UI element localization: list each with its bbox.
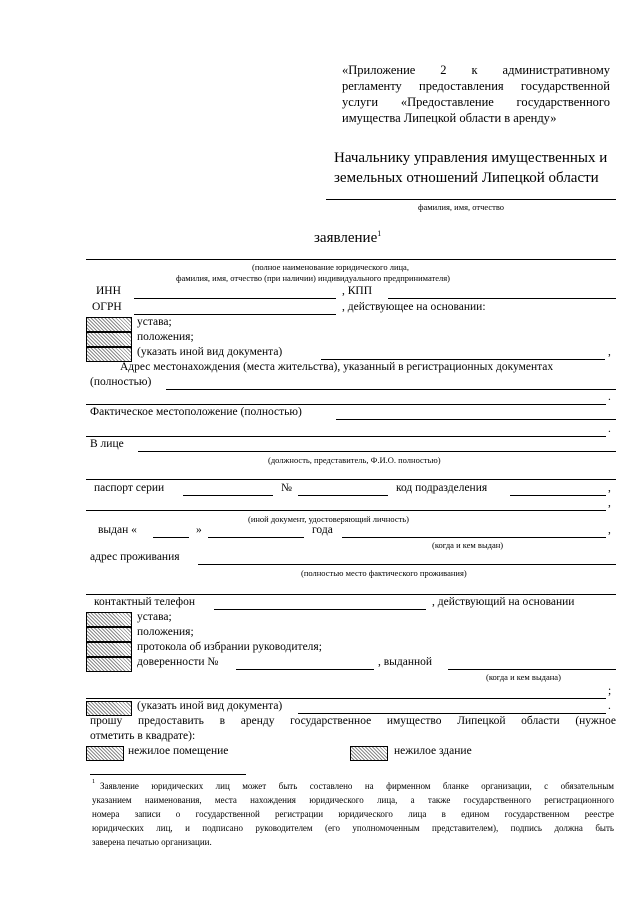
footnote-line-1: Заявление юридических лиц может быть составлено на фирменном бланке организации, с обязательным: [100, 781, 614, 791]
legal-address-label-2: (полностью): [90, 376, 152, 388]
footnote-mark: 1: [92, 778, 96, 785]
kpp-label: , КПП: [342, 285, 373, 297]
org-caption-1: (полное наименование юридического лица,: [252, 262, 409, 272]
power-of-attorney-caption: (когда и кем выдана): [486, 672, 561, 682]
contact-option-regulation: положения;: [137, 626, 194, 638]
request-line-1: прошу предоставить в аренду государственное имущество Липецкой области (нужное: [90, 715, 616, 727]
legal-address-field-2[interactable]: [86, 404, 606, 405]
org-name-line[interactable]: [86, 259, 616, 260]
contact-other-field[interactable]: [298, 713, 606, 714]
checkbox-nonresidential-building[interactable]: [350, 746, 388, 761]
separator-line-2: [86, 594, 616, 595]
addressee-line-1: Начальнику управления имущественных и: [334, 150, 608, 166]
document-title: [314, 229, 381, 247]
checkbox-other-document[interactable]: [86, 347, 132, 362]
in-face-label: В лице: [90, 438, 124, 450]
appendix-line-3: услуги «Предоставление государственного: [342, 95, 610, 109]
footnote-line-4: юридических лиц, и подписано руководителем (его уполномоченным представителем), подпись должна быть: [92, 823, 614, 833]
inn-field[interactable]: [134, 298, 336, 299]
semicolon: ;: [608, 685, 612, 697]
in-face-field[interactable]: [138, 451, 616, 452]
checkbox-regulation[interactable]: [86, 332, 132, 347]
option-nonresidential-premises: нежилое помещение: [128, 745, 229, 757]
option-regulation: положения;: [137, 331, 194, 343]
footnote-line-3: номера записи о государственной регистрации юридического лица в едином государственном реестре: [92, 809, 614, 819]
issued-month-field[interactable]: [208, 537, 304, 538]
separator-line: [86, 479, 616, 480]
power-of-attorney-field-2[interactable]: [86, 698, 606, 699]
dot-3: .: [608, 700, 611, 712]
footnote-separator: [90, 774, 246, 775]
quote-close: »: [196, 524, 202, 536]
passport-number-field[interactable]: [298, 495, 388, 496]
ogrn-label: ОГРН: [92, 301, 122, 313]
option-other-document: (указать иной вид документа): [137, 346, 283, 358]
contact-option-other: (указать иной вид документа): [137, 700, 283, 712]
power-of-attorney-number-field[interactable]: [236, 669, 374, 670]
legal-address-label: Адрес местонахождения (места жительства), указанный в регистрационных документах: [120, 361, 554, 373]
contact-option-charter: устава;: [137, 611, 172, 623]
legal-address-field[interactable]: [166, 389, 616, 390]
issued-day-field[interactable]: [153, 537, 189, 538]
in-face-caption: (должность, представитель, Ф.И.О. полностью): [268, 455, 441, 465]
title-footnote-mark: 1: [377, 229, 382, 238]
checkbox-contact-protocol[interactable]: [86, 642, 132, 657]
phone-field[interactable]: [214, 609, 426, 610]
appendix-line-1: «Приложение 2 к административному: [342, 63, 610, 77]
other-id-field[interactable]: [86, 510, 606, 511]
contact-option-power-of-attorney: доверенности №: [137, 656, 219, 668]
title-text: заявление: [314, 230, 378, 246]
addressee-line-2: земельных отношений Липецкой области: [334, 170, 599, 186]
passport-series-label: паспорт серии: [94, 482, 165, 494]
passport-number-label: №: [281, 482, 292, 494]
issued-by-field[interactable]: [342, 537, 606, 538]
division-code-label: код подразделения: [396, 482, 488, 494]
checkbox-contact-other[interactable]: [86, 701, 132, 716]
ogrn-field[interactable]: [134, 314, 336, 315]
footnote-line-5: заверена печатью организации.: [92, 837, 212, 847]
kpp-field[interactable]: [388, 298, 616, 299]
contact-acting-label: , действующий на основании: [432, 596, 575, 608]
option-nonresidential-building: нежилое здание: [394, 745, 472, 757]
appendix-line-4: имущества Липецкой области в аренду»: [342, 111, 557, 125]
phone-label: контактный телефон: [94, 596, 196, 608]
issued-label: выдан «: [98, 524, 137, 536]
contact-option-protocol: протокола об избрании руководителя;: [137, 641, 322, 653]
comma-1: ,: [608, 346, 611, 358]
request-line-2: отметить в квадрате):: [90, 730, 196, 742]
fio-field-line[interactable]: [326, 199, 616, 200]
dot-2: .: [608, 423, 611, 435]
actual-location-field[interactable]: [336, 419, 616, 420]
footnote-line-2: указанием наименования, места нахождения юридического лица, а также государственного регистрационного: [92, 795, 614, 805]
residence-label: адрес проживания: [90, 551, 180, 563]
checkbox-nonresidential-premises[interactable]: [86, 746, 124, 761]
issued-f-label: , выданной: [378, 656, 433, 668]
dot-1: .: [608, 391, 611, 403]
residence-field[interactable]: [198, 564, 616, 565]
org-caption-2: фамилия, имя, отчество (при наличии) индивидуального предпринимателя): [176, 273, 450, 283]
appendix-line-2: регламенту предоставления государственной: [342, 79, 610, 93]
other-id-caption: (иной документ, удостоверяющий личность): [248, 514, 410, 524]
actual-location-label: Фактическое местоположение (полностью): [90, 406, 302, 418]
checkbox-contact-regulation[interactable]: [86, 627, 132, 642]
actual-location-field-2[interactable]: [86, 436, 606, 437]
option-charter: устава;: [137, 316, 172, 328]
fio-caption: фамилия, имя, отчество: [418, 202, 505, 212]
acting-basis-label: , действующее на основании:: [342, 301, 486, 313]
checkbox-contact-power-of-attorney[interactable]: [86, 657, 132, 672]
checkbox-contact-charter[interactable]: [86, 612, 132, 627]
checkbox-charter[interactable]: [86, 317, 132, 332]
year-label: года: [312, 524, 333, 536]
division-code-field[interactable]: [510, 495, 606, 496]
residence-caption: (полностью место фактического проживания): [301, 568, 467, 578]
comma-3: ,: [608, 497, 611, 509]
passport-series-field[interactable]: [183, 495, 273, 496]
comma-2: ,: [608, 482, 611, 494]
issued-caption: (когда и кем выдан): [432, 540, 504, 550]
power-of-attorney-issued-field[interactable]: [448, 669, 616, 670]
inn-label: ИНН: [96, 285, 121, 297]
comma-4: ,: [608, 524, 611, 536]
other-document-field[interactable]: [321, 359, 605, 360]
